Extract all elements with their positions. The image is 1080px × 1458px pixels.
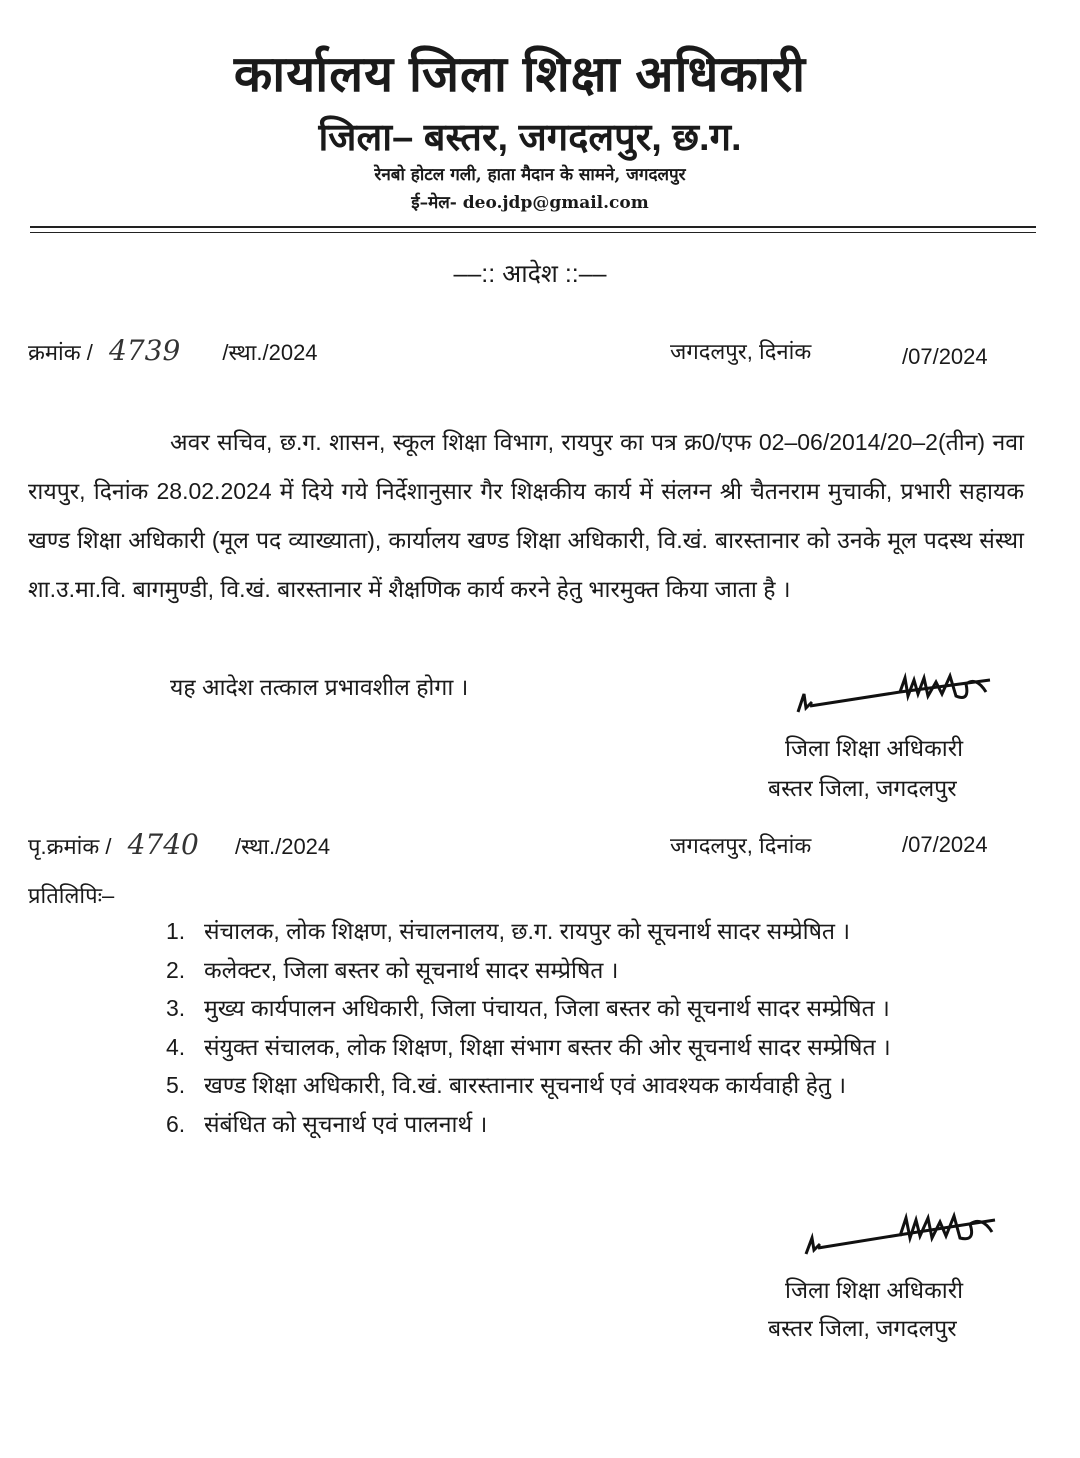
header-divider (30, 226, 1036, 228)
copy-date: /07/2024 (902, 832, 988, 857)
copy-list (166, 912, 1026, 1143)
order-date: /07/2024 (902, 344, 988, 369)
copy-list-item: 2. कलेक्टर, जिला बस्तर को सूचनार्थ सादर सम्प्रेषित । (166, 956, 619, 983)
copy-list-item: 6. संबंधित को सूचनार्थ एवं पालनार्थ । (166, 1110, 488, 1137)
signature-2-location: बस्तर जिला, जगदलपुर (768, 1315, 957, 1341)
signature-1-designation: जिला शिक्षा अधिकारी (785, 735, 964, 761)
copy-ref-prefix: पृ.क्रमांक / (28, 834, 112, 859)
copy-list-item: 4. संयुक्त संचालक, लोक शिक्षण, शिक्षा संभाग बस्तर की ओर सूचनार्थ सादर सम्प्रेषित । (166, 1033, 891, 1060)
district-subtitle: जिला– बस्तर, जगदलपुर, छ.ग. (318, 117, 742, 159)
office-title: कार्यालय जिला शिक्षा अधिकारी (233, 46, 807, 102)
signature-2-designation: जिला शिक्षा अधिकारी (785, 1277, 964, 1303)
office-address: रेनबो होटल गली, हाता मैदान के सामने, जगदलपुर (374, 165, 686, 185)
signature-1-location: बस्तर जिला, जगदलपुर (768, 775, 957, 801)
copy-ref-number: 4740 (127, 828, 199, 861)
order-heading: ––:: आदेश ::–– (453, 260, 607, 288)
office-email: ई–मेल- deo.jdp@gmail.com (411, 193, 649, 213)
signature-2-image (800, 1210, 1010, 1270)
order-reference (28, 334, 318, 367)
order-place-date: जगदलपुर, दिनांक (670, 339, 812, 364)
copy-place-date: जगदलपुर, दिनांक (670, 833, 812, 858)
header-divider-thin (30, 232, 1036, 233)
copy-list-item: 1. संचालक, लोक शिक्षण, संचालनालय, छ.ग. रायपुर को सूचनार्थ सादर सम्प्रेषित । (166, 918, 851, 944)
order-ref-prefix: क्रमांक / (28, 340, 93, 365)
signature-1-image (790, 672, 1010, 732)
order-body-text: अवर सचिव, छ.ग. शासन, स्कूल शिक्षा विभाग, रायपुर का पत्र क्र0/एफ 02–06/2014/20–2(तीन) नवा रायपुर, दिनांक 28.02.2024 में दिये गये निर्देशानुसार गैर शिक्षकीय कार्य में संलग्न श्री चैतनराम मुचाकी, प्रभारी सहायक खण्ड शिक्षा अधिकारी (मूल पद व्याख्याता), कार्यालय खण्ड शिक्षा अधिकारी, वि.खं. बारस्तानार को उनके मूल पदस्थ संस्था शा.उ.मा.वि. बागमुण्डी, वि.खं. बारस्तानार में शैक्षणिक कार्य करने हेतु भारमुक्त किया जाता है । (28, 429, 1024, 602)
copy-heading: प्रतिलिपिः– (28, 883, 115, 908)
order-ref-suffix: /स्था./2024 (222, 340, 318, 365)
order-body (28, 418, 1024, 614)
order-ref-number: 4739 (109, 334, 181, 367)
effect-line: यह आदेश तत्काल प्रभावशील होगा । (170, 674, 469, 700)
copy-list-item: 3. मुख्य कार्यपालन अधिकारी, जिला पंचायत, जिला बस्तर को सूचनार्थ सादर सम्प्रेषित । (166, 995, 890, 1021)
copy-list-item: 5. खण्ड शिक्षा अधिकारी, वि.खं. बारस्तानार सूचनार्थ एवं आवश्यक कार्यवाही हेतु । (166, 1072, 847, 1098)
copy-reference (28, 828, 330, 861)
copy-ref-suffix: /स्था./2024 (235, 834, 331, 859)
